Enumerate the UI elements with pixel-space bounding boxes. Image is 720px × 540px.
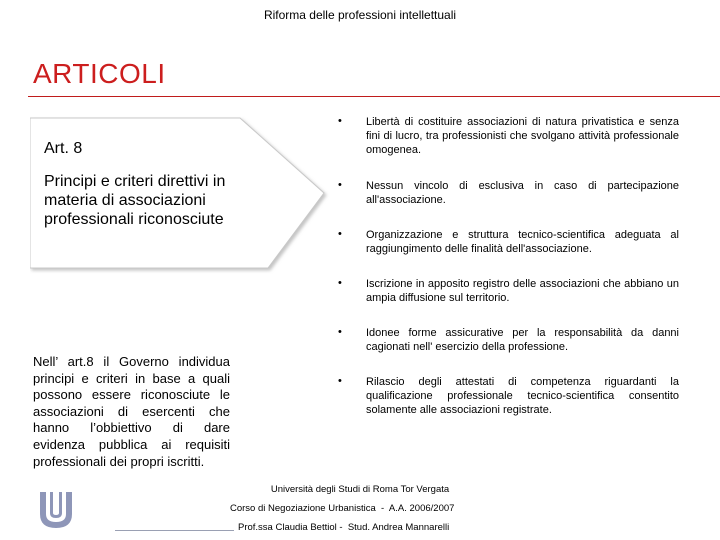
bullet-icon: • — [338, 115, 342, 127]
slide-title: ARTICOLI — [33, 58, 166, 89]
footer-rule — [115, 530, 234, 531]
bullet-icon: • — [338, 326, 342, 338]
bullet-icon: • — [338, 179, 342, 191]
bullet-text: Libertà di costituire associazioni di natura privatistica e senza fini di lucro, tra professionisti che svolgano attività professionale omogenea. — [366, 116, 679, 156]
bullet-text: Rilascio degli attestati di competenza riguardanti la qualificazione professionale tecnico-scientifica consentito solamente alle associazioni registrate. — [366, 376, 679, 416]
article-number: Art. 8 — [44, 140, 83, 157]
bullet-text: Idonee forme assicurative per la responsabilità da danni cagionati nell' esercizio della professione. — [366, 327, 679, 353]
bullet-icon: • — [338, 375, 342, 387]
bullet-text: Organizzazione e struttura tecnico-scientifica adeguata al raggiungimento delle finalità dell'associazione. — [366, 229, 679, 255]
footer-course: Corso di Negoziazione Urbanistica - A.A. 2006/2007 — [230, 503, 455, 514]
bullet-text: Nessun vincolo di esclusiva in caso di partecipazione all'associazione. — [366, 180, 679, 206]
bullet-icon: • — [338, 228, 342, 240]
header-title: Riforma delle professioni intellettuali — [263, 8, 457, 22]
footer-university: Università degli Studi di Roma Tor Vergata — [270, 484, 450, 495]
title-underline — [28, 96, 720, 97]
bullet-icon: • — [338, 277, 342, 289]
bullet-text: Iscrizione in apposito registro delle associazioni che abbiano un ampia diffusione sul territorio. — [366, 278, 679, 304]
footer-authors: Prof.ssa Claudia Bettiol - Stud. Andrea Mannarelli — [238, 522, 450, 533]
article-subject: Principi e criteri direttivi in materia di associazioni professionali riconosciute — [44, 173, 226, 228]
intro-paragraph: Nell’ art.8 il Governo individua principi e criteri in base a quali possono essere riconosciute le associazioni di esercenti che hanno l’obbiettivo di dare evidenza pubblica ai requisiti professionali dei propri iscritti. — [33, 354, 230, 469]
